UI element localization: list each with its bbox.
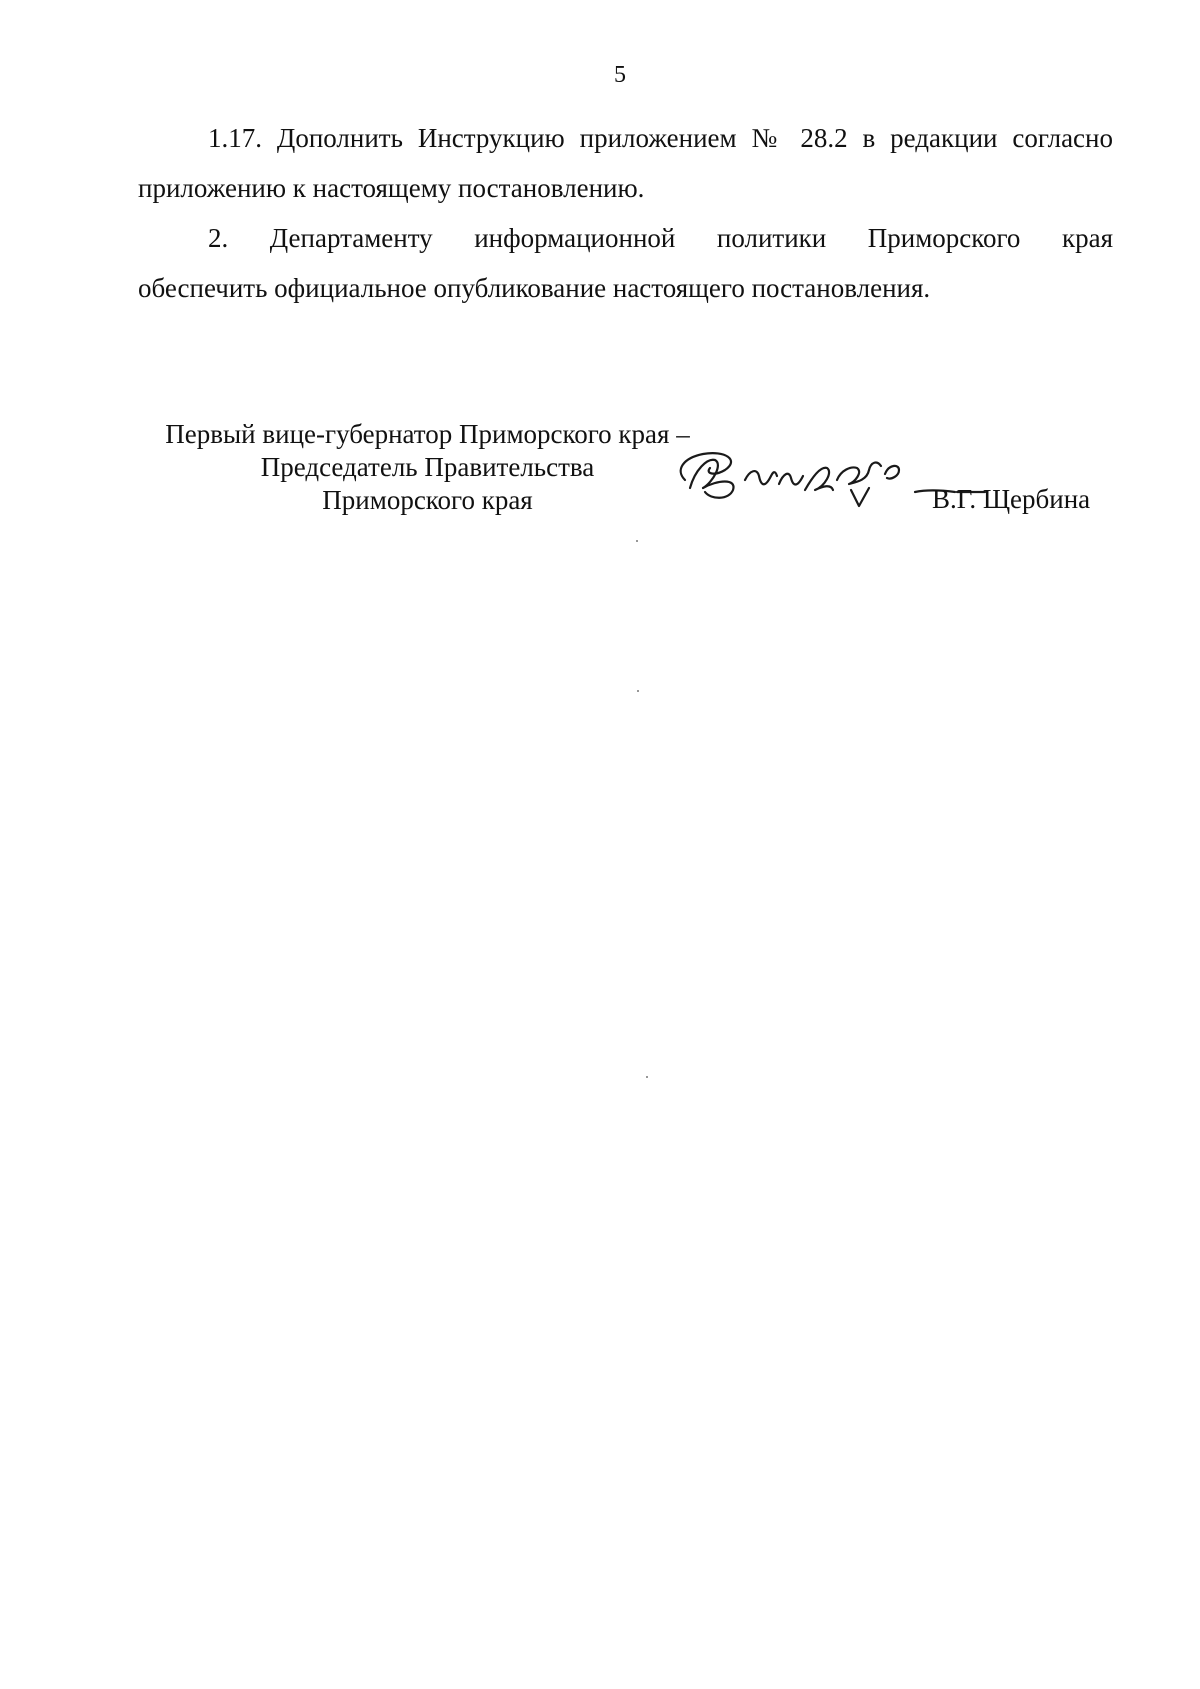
- signatory-title-line-3: Приморского края: [322, 485, 533, 515]
- scan-speck: [636, 540, 638, 542]
- signatory-title: [140, 418, 715, 517]
- signatory-title-line-2: Председатель Правительства: [260, 452, 595, 482]
- paragraph-2: [138, 213, 1113, 313]
- paragraph-first-line: 2. Департаменту информационной политики Приморского края: [208, 223, 1113, 253]
- paragraph-continuation: приложению к настоящему постановлению.: [138, 173, 645, 203]
- scan-speck: [637, 690, 639, 692]
- paragraph-1-17: [138, 113, 1113, 213]
- paragraph-continuation: обеспечить официальное опубликование настоящего постановления.: [138, 273, 931, 303]
- scan-speck: [646, 1076, 648, 1078]
- signatory-title-line-1: Первый вице-губернатор Приморского края –: [165, 419, 690, 449]
- signatory-name: В.Г. Щербина: [932, 484, 1091, 514]
- paragraph-first-line: 1.17. Дополнить Инструкцию приложением № 28.2 в редакции согласно: [208, 123, 1113, 153]
- page-number: 5: [614, 62, 626, 88]
- document-body: [138, 113, 1113, 313]
- signature-block: [140, 418, 1120, 538]
